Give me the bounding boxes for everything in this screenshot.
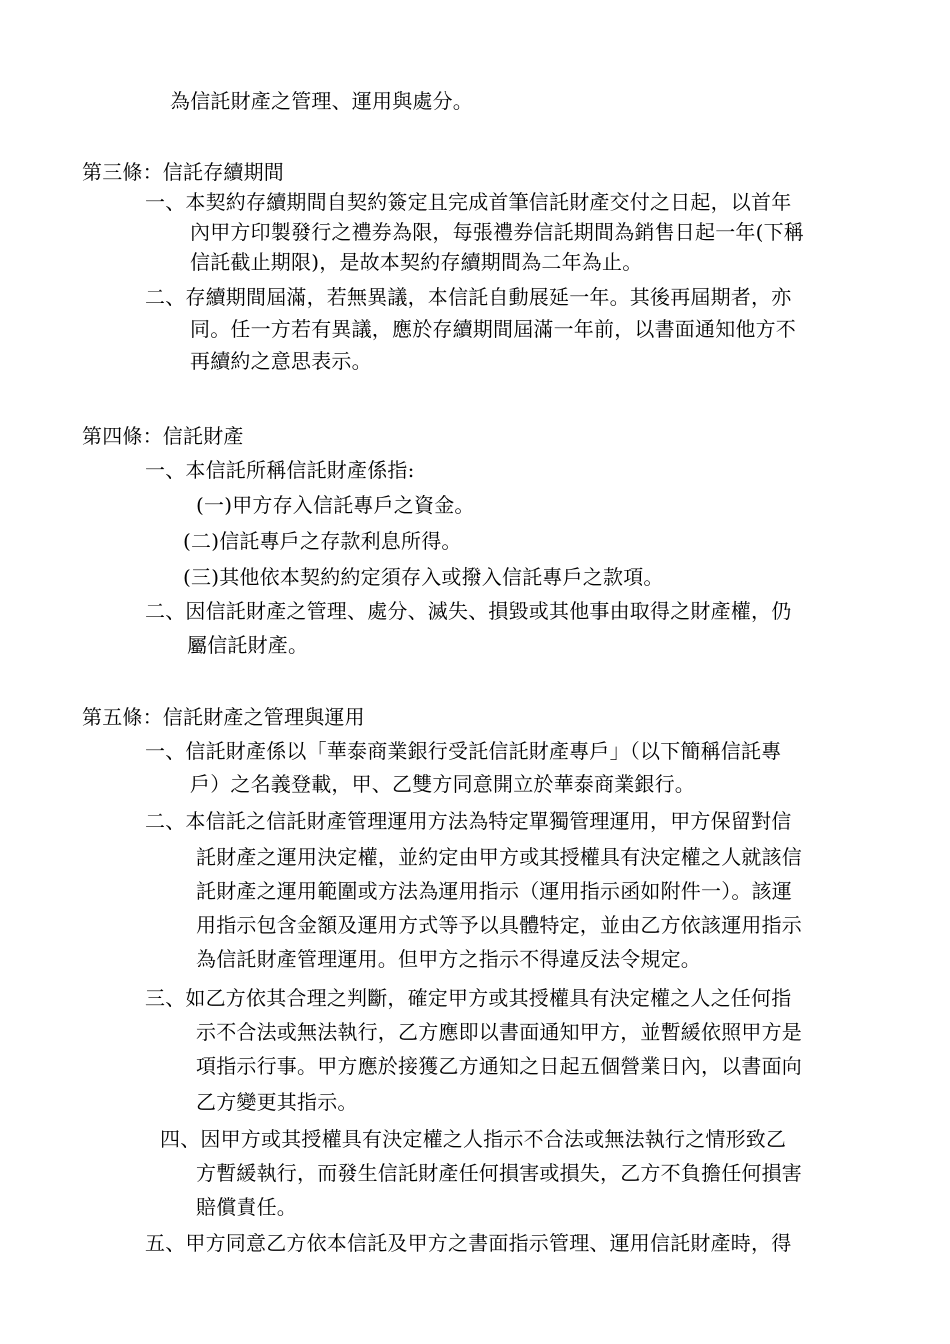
article-3-item-1-line-2: 內甲方印製發行之禮券為限，每張禮券信託期間為銷售日起一年(下稱 [190, 220, 805, 244]
article-5-item-3-line-1: 三、如乙方依其合理之判斷，確定甲方或其授權具有決定權之人之任何指 [145, 986, 792, 1010]
article-3-item-2-line-2: 同。任一方若有異議，應於存續期間屆滿一年前，以書面通知他方不 [190, 317, 796, 341]
article-4-sub-3: (三)其他依本契約約定須存入或撥入信託專戶之款項。 [183, 565, 664, 589]
article-4-item-2-line-1: 二、因信託財產之管理、處分、滅失、損毀或其他事由取得之財產權，仍 [145, 599, 792, 623]
article-3-heading: 第三條：信託存續期間 [82, 160, 284, 184]
article-5-item-3-line-3: 項指示行事。甲方應於接獲乙方通知之日起五個營業日內，以書面向 [196, 1054, 802, 1078]
article-5-item-4-line-2: 方暫緩執行，而發生信託財產任何損害或損失，乙方不負擔任何損害 [196, 1161, 802, 1185]
article-5-item-4-line-1: 四、因甲方或其授權具有決定權之人指示不合法或無法執行之情形致乙 [160, 1127, 787, 1151]
article-4-heading: 第四條：信託財產 [82, 424, 244, 448]
article-5-item-3-line-2: 示不合法或無法執行，乙方應即以書面通知甲方，並暫緩依照甲方是 [196, 1020, 802, 1044]
article-5-item-2-line-5: 為信託財產管理運用。但甲方之指示不得違反法令規定。 [196, 947, 701, 971]
article-4-sub-1: (一)甲方存入信託專戶之資金。 [196, 493, 475, 517]
intro-line: 為信託財產之管理、運用與處分。 [170, 89, 473, 113]
article-5-item-4-line-3: 賠償責任。 [196, 1195, 297, 1219]
article-5-item-3-line-4: 乙方變更其指示。 [196, 1090, 358, 1114]
article-3-item-2-line-3: 再續約之意思表示。 [190, 349, 372, 373]
article-5-item-2-line-3: 託財產之運用範圍或方法為運用指示（運用指示函如附件一）。該運 [196, 879, 792, 903]
article-3-item-1-line-3: 信託截止期限)，是故本契約存續期間為二年為止。 [190, 250, 643, 274]
article-3-item-2-line-1: 二、存續期間屆滿，若無異議，本信託自動展延一年。其後再屆期者，亦 [145, 285, 792, 309]
article-5-item-5-line-1: 五、甲方同意乙方依本信託及甲方之書面指示管理、運用信託財產時，得 [145, 1231, 792, 1255]
article-5-item-2-line-1: 二、本信託之信託財產管理運用方法為特定單獨管理運用，甲方保留對信 [145, 809, 792, 833]
article-4-item-1: 一、本信託所稱信託財產係指: [145, 458, 415, 482]
article-4-item-2-line-2: 屬信託財產。 [187, 633, 309, 657]
article-5-item-2-line-4: 用指示包含金額及運用方式等予以具體特定，並由乙方依該運用指示 [196, 913, 802, 937]
article-5-item-1-line-1: 一、信託財產係以「華泰商業銀行受託信託財產專戶」（以下簡稱信託專 [145, 739, 782, 763]
article-4-sub-2: (二)信託專戶之存款利息所得。 [183, 529, 462, 553]
article-5-item-1-line-2: 戶）之名義登載，甲、乙雙方同意開立於華泰商業銀行。 [190, 772, 695, 796]
article-5-heading: 第五條：信託財產之管理與運用 [82, 705, 365, 729]
article-5-item-2-line-2: 託財產之運用決定權，並約定由甲方或其授權具有決定權之人就該信 [196, 845, 802, 869]
article-3-item-1-line-1: 一、本契約存續期間自契約簽定且完成首筆信託財產交付之日起，以首年 [145, 190, 792, 214]
